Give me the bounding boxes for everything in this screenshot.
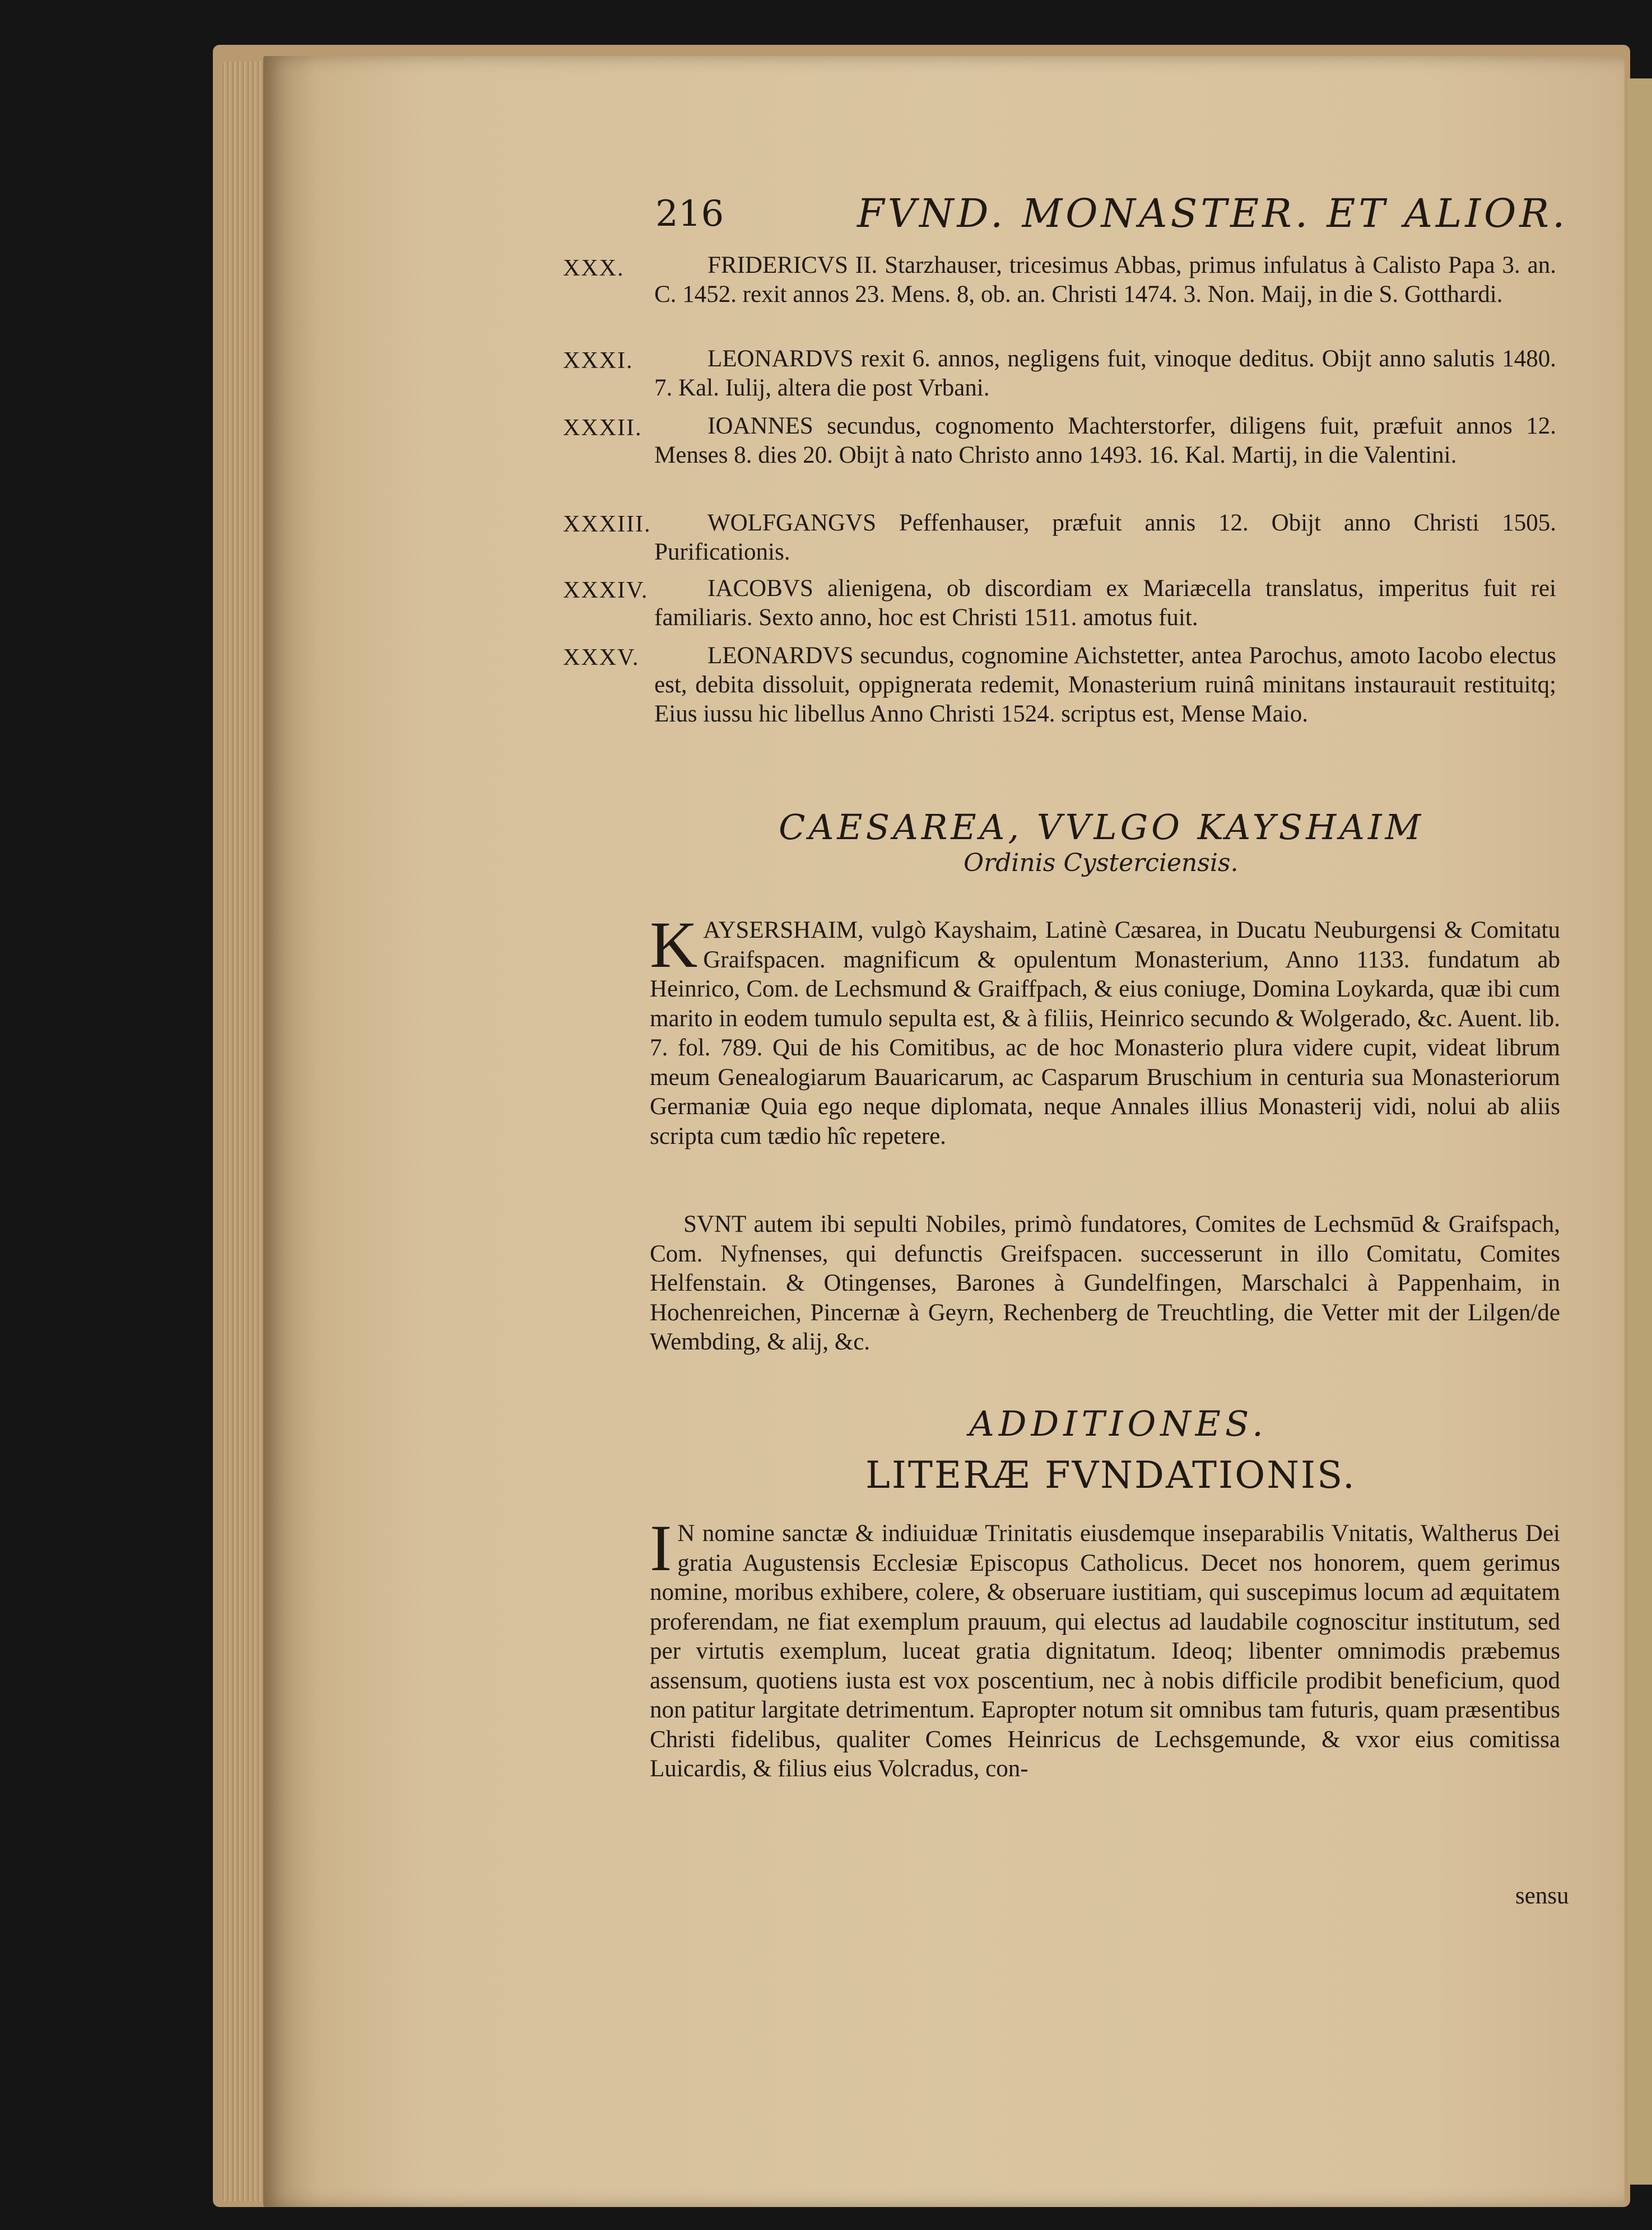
section-title: CAESAREA, VVLGO KAYSHAIM — [779, 807, 1424, 848]
abbot-entry: LEONARDVS secundus, cognomine Aichstetter, antea Parochus, amoto Iacobo electus est, debita dissoluit, oppignerata redemit, Monasterium ruinâ minitans instaurauit restituitq; Eius iussu hic libellus Anno Christi 1524. scriptus est, Mense Maio. — [654, 643, 1556, 727]
facing-page-edge — [1627, 78, 1652, 2185]
charter-paragraph: N nomine sanctæ & indiuiduæ Trinitatis eiusdemque inseparabilis Vnitatis, Waltherus Dei gratia Augustensis Ecclesiæ Episcopus Catholicus. Decet nos honorem, quem gerimus nomine, moribus exhibere, colere, & obseruare iustitiam, qui suscepimus locum ad æquitatem proferendam, ne fiat exemplum prauum, qui electus ad laudabile cognoscitur institutum, sed per virtutis exemplum, luceat gratia dignitatum. Ideoq; libenter omnimodis præbemus assensum, quotiens iusta est vox poscentium, nec à nobis difficile prodibit beneficium, quod non patitur largitate detrimentum. Eapropter notum sit omnibus tam futuris, quam præsentibus Christi fidelibus, qualiter Comes Heinricus de Lechsgemunde, & vxor eius comitissa Luicardis, & filius eius Volcradus, con- — [650, 1520, 1560, 1782]
paragraph — [650, 908, 1560, 1151]
additions-heading: ADDITIONES. — [969, 1403, 1268, 1444]
abbot-entry: FRIDERICVS II. Starzhauser, tricesimus Abbas, primus infulatus à Calisto Papa 3. an. C. 1452. rexit annos 23. Mens. 8, ob. an. Christi 1474. 3. Non. Maij, in die S. Gotthardi. — [654, 252, 1556, 308]
abbot-numeral: XXXII. — [563, 415, 643, 441]
abbot-numeral: XXXV. — [563, 645, 640, 671]
abbot-entry: IACOBVS alienigena, ob discordiam ex Mariæcella translatus, imperitus fuit rei familiaris. Sexto anno, hoc est Christi 1511. amotus fuit. — [654, 575, 1556, 631]
paragraph-text: AYSERSHAIM, vulgò Kayshaim, Latinè Cæsarea, in Ducatu Neuburgensi & Comitatu Graifspacen. magnificum & opulentum Monasterium, Anno 1133. fundatum ab Heinrico, Com. de Lechsmund & Graiffpach, & eius coniuge, Domina Loykarda, quæ ibi cum marito in eodem tumulo sepulta est, & à filiis, Heinrico secundo & Wolgerado, &c. Auent. lib. 7. fol. 789. Qui de his Comitibus, ac de hoc Monasterio plura videre cupit, videat librum meum Genealogiarum Bauaricarum, ac Casparum Bruschium in centuria sua Monasteriorum Germaniæ Quia ego neque diplomata, neque Annales illius Monasterij vidi, nolui ab aliis scripta cum tædio hîc repetere. — [650, 917, 1560, 1149]
abbot-numeral: XXXI. — [563, 348, 634, 374]
drop-cap: I — [650, 1511, 672, 1585]
abbot-entry: LEONARDVS rexit 6. annos, negligens fuit, vinoque deditus. Obijt anno salutis 1480. 7. Kal. Iulij, altera die post Vrbani. — [654, 346, 1556, 401]
additions-title: LITERÆ FVNDATIONIS. — [865, 1454, 1356, 1497]
running-head: FVND. MONASTER. ET ALIOR. — [857, 190, 1569, 236]
abbot-numeral: XXXIV. — [563, 578, 649, 603]
abbot-entry: WOLFGANGVS Peffenhauser, præfuit annis 12. Obijt anno Christi 1505. Purificationis. — [654, 510, 1556, 565]
drop-cap: K — [650, 908, 698, 981]
abbot-numeral: XXXIII. — [563, 511, 652, 537]
page-number: 216 — [655, 193, 724, 235]
charter-text — [650, 1511, 1560, 1784]
abbot-numeral: XXX. — [563, 255, 625, 281]
abbot-entry: IOANNES secundus, cognomento Machterstorfer, diligens fuit, præfuit annos 12. Menses 8. dies 20. Obijt à nato Christo anno 1493. 16. Kal. Martij, in die Valentini. — [654, 413, 1556, 468]
section-subtitle: Ordinis Cysterciensis. — [964, 849, 1239, 877]
paragraph: SVNT autem ibi sepulti Nobiles, primò fundatores, Comites de Lechsmūd & Graifspach, Com. Nyfnenses, qui defunctis Greifspacen. successerunt in illo Comitatu, Comites Helfenstain. & Otingenses, Barones à Gundelfingen, Marschalci à Pappenhaim, in Hochenreichen, Pincernæ à Geyrn, Rechenberg de Treuchtling, die Vetter mit der Lilgen/de Wembding, & alij, &c. — [650, 1211, 1560, 1355]
catchword: sensu — [1515, 1883, 1569, 1909]
